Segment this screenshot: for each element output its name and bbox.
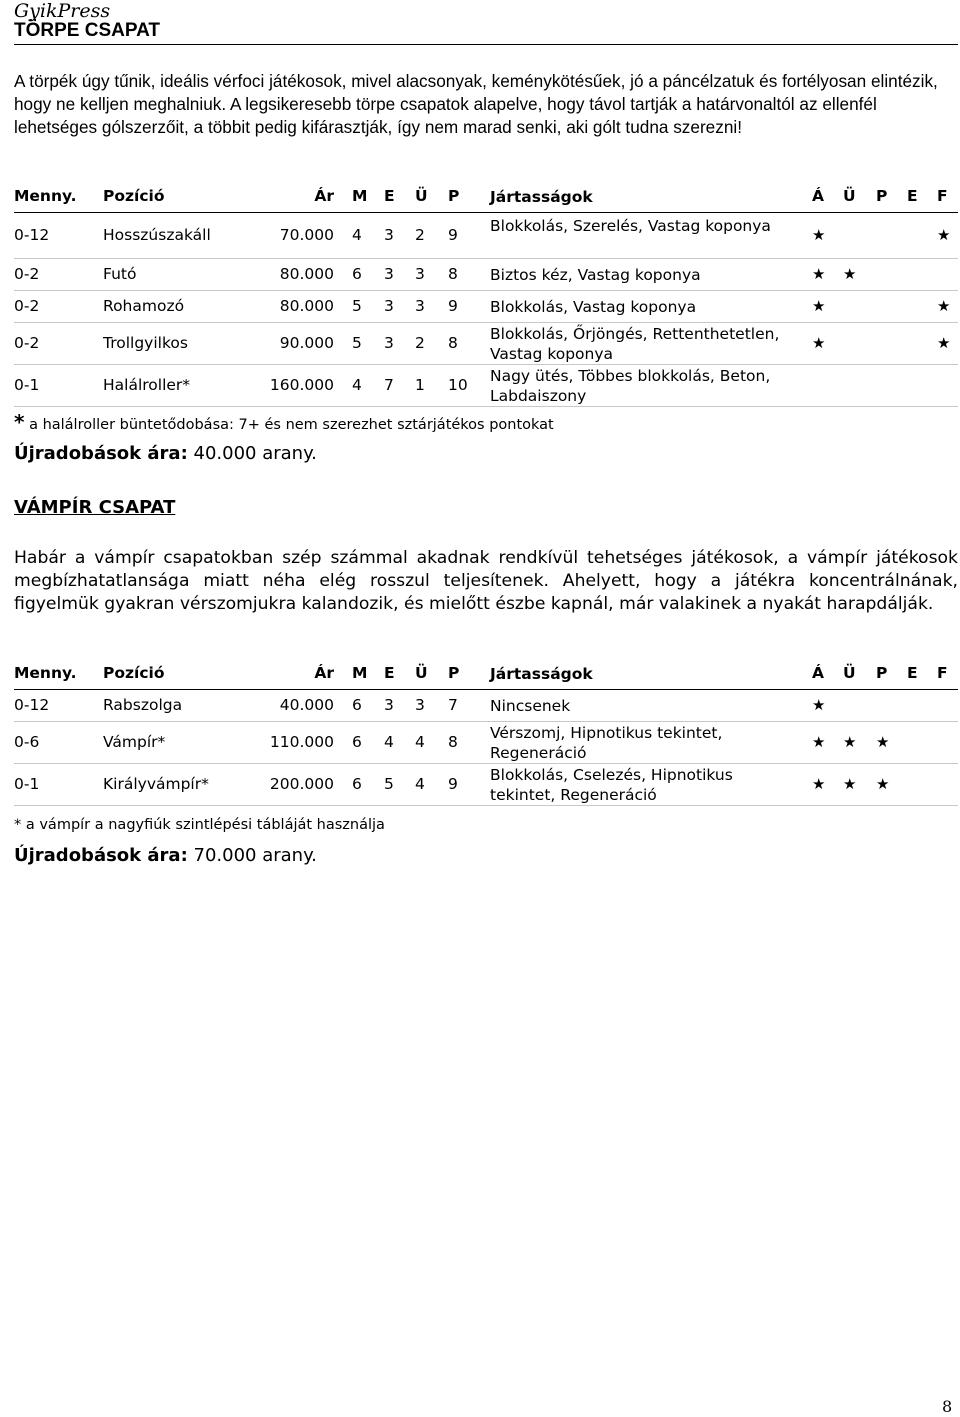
- cell-stat-e: 3: [384, 296, 394, 315]
- table-row: [14, 323, 958, 365]
- cell-stat-u: 4: [415, 732, 425, 751]
- star-icon: ★: [812, 695, 826, 714]
- star-icon: ★: [812, 225, 826, 244]
- star-icon: ★: [937, 225, 951, 244]
- star-icon: ★: [876, 774, 890, 793]
- header-skill-a: Á: [812, 187, 824, 205]
- star-icon: ★: [812, 296, 826, 315]
- cell-price: 40.000: [279, 695, 334, 714]
- cell-stat-e: 3: [384, 695, 394, 714]
- cell-stat-u: 2: [415, 225, 425, 244]
- cell-stat-u: 2: [415, 333, 425, 352]
- reroll-value: 70.000 arany.: [187, 845, 317, 866]
- header-skill-u: Ü: [843, 664, 856, 682]
- cell-quantity: 0-1: [14, 774, 40, 793]
- cell-stat-p: 8: [448, 333, 458, 352]
- cell-stat-m: 6: [352, 695, 362, 714]
- star-icon: ★: [843, 732, 857, 751]
- table-row: [14, 259, 958, 291]
- cell-stat-e: 4: [384, 732, 394, 751]
- cell-position: Vámpír*: [103, 732, 166, 751]
- footnote-text: a halálroller büntetődobása: 7+ és nem szerezhet sztárjátékos pontokat: [24, 417, 554, 433]
- cell-price: 80.000: [279, 296, 334, 315]
- cell-skills: Blokkolás, Cselezés, Hipnotikus tekintet, Regeneráció: [490, 765, 733, 804]
- cell-position: Hosszúszakáll: [103, 225, 211, 244]
- star-icon: ★: [937, 333, 951, 352]
- header-skill-a: Á: [812, 664, 824, 682]
- cell-quantity: 0-6: [14, 732, 40, 751]
- star-icon: ★: [843, 264, 857, 283]
- header-skill-p: P: [876, 187, 888, 205]
- cell-stat-e: 3: [384, 225, 394, 244]
- reroll-label: Újradobások ára:: [14, 443, 188, 464]
- cell-stat-u: 3: [415, 695, 425, 714]
- header-u: Ü: [415, 664, 428, 682]
- header-skill-f: F: [937, 187, 948, 205]
- cell-position: Trollgyilkos: [103, 333, 188, 352]
- cell-stat-e: 3: [384, 333, 394, 352]
- page-number: 8: [942, 1397, 953, 1416]
- cell-stat-e: 7: [384, 375, 394, 394]
- cell-stat-u: 4: [415, 774, 425, 793]
- section-title-dwarf: TÖRPE CSAPAT: [14, 20, 161, 41]
- header-skill-u: Ü: [843, 187, 856, 205]
- header-e: E: [384, 187, 395, 205]
- header-price: Ár: [314, 664, 334, 682]
- vampire-roster-table: [14, 664, 958, 806]
- cell-price: 80.000: [279, 264, 334, 283]
- cell-position: Rohamozó: [103, 296, 185, 315]
- header-skill-e: E: [907, 187, 918, 205]
- cell-stat-p: 8: [448, 732, 458, 751]
- table-row: [14, 690, 958, 722]
- cell-quantity: 0-12: [14, 225, 50, 244]
- cell-stat-m: 5: [352, 296, 362, 315]
- table-row: [14, 722, 958, 764]
- cell-stat-p: 9: [448, 296, 458, 315]
- cell-stat-m: 5: [352, 333, 362, 352]
- header-position: Pozíció: [103, 187, 165, 205]
- publisher-logo: GyikPress: [14, 0, 111, 22]
- star-icon: ★: [812, 732, 826, 751]
- cell-skills: Blokkolás, Vastag koponya: [490, 297, 697, 316]
- cell-stat-p: 9: [448, 225, 458, 244]
- header-skill-f: F: [937, 664, 948, 682]
- cell-stat-m: 6: [352, 264, 362, 283]
- cell-position: Királyvámpír*: [103, 774, 209, 793]
- header-p: P: [448, 664, 460, 682]
- header-m: M: [352, 187, 368, 205]
- cell-quantity: 0-2: [14, 264, 40, 283]
- cell-position: Halálroller*: [103, 375, 191, 394]
- cell-stat-m: 4: [352, 375, 362, 394]
- cell-stat-p: 8: [448, 264, 458, 283]
- cell-stat-e: 5: [384, 774, 394, 793]
- cell-skills: Biztos kéz, Vastag koponya: [490, 265, 701, 284]
- cell-price: 90.000: [279, 333, 334, 352]
- cell-stat-m: 4: [352, 225, 362, 244]
- header-u: Ü: [415, 187, 428, 205]
- star-icon: ★: [843, 774, 857, 793]
- cell-stat-p: 10: [448, 375, 468, 394]
- cell-price: 160.000: [269, 375, 334, 394]
- cell-position: Rabszolga: [103, 695, 183, 714]
- cell-skills: Nagy ütés, Többes blokkolás, Beton, Labdaiszony: [490, 366, 771, 405]
- star-icon: ★: [812, 264, 826, 283]
- cell-skills: Nincsenek: [490, 696, 571, 715]
- table-row: [14, 365, 958, 407]
- header-position: Pozíció: [103, 664, 165, 682]
- dwarf-intro-paragraph: A törpék úgy tűnik, ideális vérfoci játékosok, mivel alacsonyak, keménykötésűek, jó a páncélzatuk és fortélyosan elintézik, hogy ne kelljen meghalniuk. A legsikeresebb törpe csapatok alapelve, hogy távol tartják a határvonaltól az ellenfél lehetséges gólszerzőit, a többit pedig kifárasztják, így nem marad senki, aki gólt tudna szerezni!: [14, 71, 938, 137]
- reroll-value: 40.000 arany.: [187, 443, 317, 464]
- cell-quantity: 0-12: [14, 695, 50, 714]
- header-skills: Jártasságok: [490, 665, 593, 683]
- header-e: E: [384, 664, 395, 682]
- reroll-label: Újradobások ára:: [14, 845, 188, 866]
- cell-price: 70.000: [279, 225, 334, 244]
- star-icon: ★: [812, 333, 826, 352]
- header-m: M: [352, 664, 368, 682]
- cell-stat-p: 7: [448, 695, 458, 714]
- header-price: Ár: [314, 187, 334, 205]
- header-quantity: Menny.: [14, 664, 77, 682]
- dwarf-footnote: [14, 410, 554, 434]
- star-icon: ★: [812, 774, 826, 793]
- table-header: [14, 187, 958, 213]
- dwarf-reroll-price: [14, 443, 317, 464]
- cell-position: Futó: [103, 264, 137, 283]
- cell-stat-p: 9: [448, 774, 458, 793]
- vampire-reroll-price: [14, 845, 317, 866]
- header-skill-e: E: [907, 664, 918, 682]
- cell-stat-u: 3: [415, 264, 425, 283]
- header-skill-p: P: [876, 664, 888, 682]
- cell-skills: Blokkolás, Őrjöngés, Rettenthetetlen, Vastag koponya: [490, 324, 780, 363]
- header-quantity: Menny.: [14, 187, 77, 205]
- cell-stat-u: 1: [415, 375, 425, 394]
- cell-skills: Vérszomj, Hipnotikus tekintet, Regeneráció: [490, 723, 723, 762]
- cell-quantity: 0-1: [14, 375, 40, 394]
- table-row: [14, 764, 958, 806]
- section-title-vampire: VÁMPÍR CSAPAT: [14, 497, 176, 518]
- footnote-asterisk: *: [14, 410, 25, 434]
- cell-quantity: 0-2: [14, 296, 40, 315]
- table-row: [14, 291, 958, 323]
- cell-price: 110.000: [269, 732, 334, 751]
- cell-quantity: 0-2: [14, 333, 40, 352]
- header-skills: Jártasságok: [490, 188, 593, 206]
- star-icon: ★: [876, 732, 890, 751]
- cell-stat-e: 3: [384, 264, 394, 283]
- cell-price: 200.000: [269, 774, 334, 793]
- cell-stat-m: 6: [352, 774, 362, 793]
- vampire-intro-paragraph: Habár a vámpír csapatokban szép számmal akadnak rendkívül tehetséges játékosok, a vámpír játékosok megbízhatatlansága miatt néha elég rosszul teljesítenek. Ahelyett, hogy a játékra koncentrálnának, figyelmük gyakran vérszomjukra kalandozik, és mielőtt észbe kapnál, már valakinek a nyakát harapdálják.: [14, 548, 958, 614]
- cell-skills: Blokkolás, Szerelés, Vastag koponya: [490, 216, 771, 235]
- table-row: [14, 213, 958, 259]
- star-icon: ★: [937, 296, 951, 315]
- cell-stat-u: 3: [415, 296, 425, 315]
- vampire-footnote: * a vámpír a nagyfiúk szintlépési tábláját használja: [14, 817, 385, 833]
- title-underline: [14, 44, 958, 45]
- dwarf-roster-table: [14, 187, 958, 407]
- header-p: P: [448, 187, 460, 205]
- cell-stat-m: 6: [352, 732, 362, 751]
- table-header: [14, 664, 958, 690]
